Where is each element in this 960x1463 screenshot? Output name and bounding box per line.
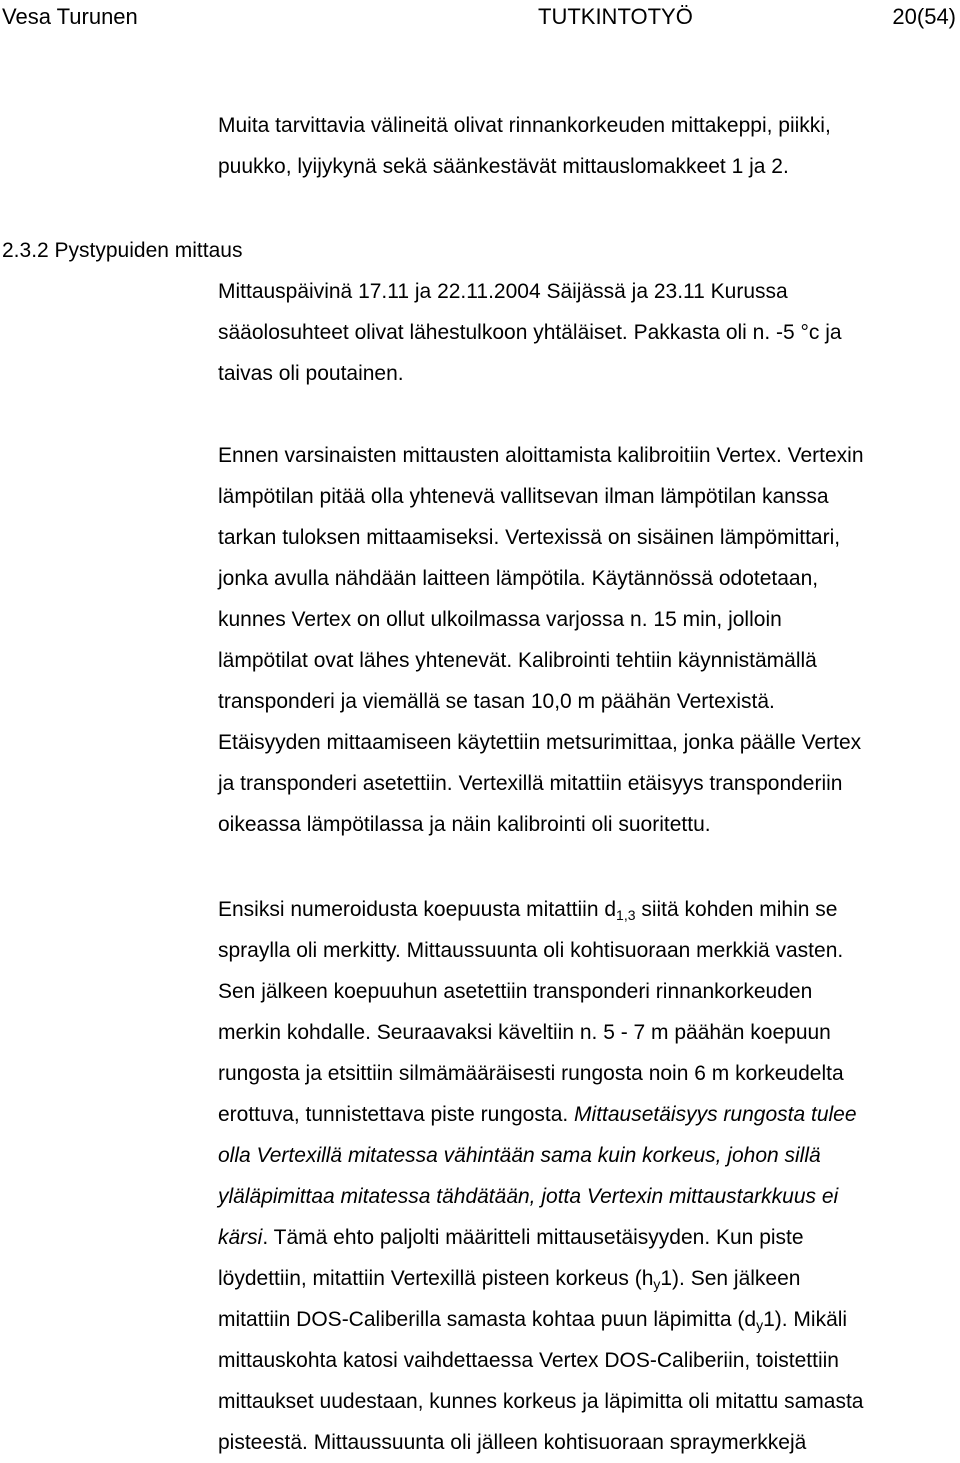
text-run: Ensiksi numeroidusta koepuusta mitattiin d	[218, 898, 617, 921]
italic-run: yläläpimittaa mitatessa tähdätään, jotta Vertexin mittaustarkkuus ei	[218, 1185, 839, 1208]
text-run: löydettiin, mitattiin Vertexillä pisteen korkeus (h	[218, 1267, 654, 1290]
text-line: rungosta ja etsittiin silmämääräisesti rungosta noin 6 m korkeudelta	[218, 1062, 844, 1085]
header-author: Vesa Turunen	[2, 4, 138, 29]
text-line	[218, 1217, 960, 1258]
text-line: Ennen varsinaisten mittausten aloittamista kalibroitiin Vertex. Vertexin	[218, 444, 864, 467]
text-line: Mittauspäivinä 17.11 ja 22.11.2004 Säijässä ja 23.11 Kurussa	[218, 280, 788, 303]
text-line	[218, 889, 960, 930]
page-header	[0, 0, 960, 34]
text-line: Etäisyyden mittaamiseen käytettiin metsurimittaa, jonka päälle Vertex	[218, 731, 862, 754]
text-line: transponderi ja viemällä se tasan 10,0 m päähän Vertexistä.	[218, 690, 775, 713]
text-line: pisteestä. Mittaussuunta oli jälleen kohtisuoraan spraymerkkejä	[218, 1431, 807, 1454]
text-line	[218, 1176, 960, 1217]
subscript: y	[756, 1317, 764, 1333]
text-line: oikeassa lämpötilassa ja näin kalibrointi oli suoritettu.	[218, 813, 711, 836]
paragraph-measurement-days	[218, 271, 960, 394]
text-line	[218, 1135, 960, 1176]
italic-run: kärsi	[218, 1226, 263, 1249]
text-line: mittauskohta katosi vaihdettaessa Vertex DOS-Caliberiin, toistettiin	[218, 1349, 839, 1372]
text-run: mitattiin DOS-Caliberilla samasta kohtaa puun läpimitta (d	[218, 1308, 757, 1331]
text-line: taivas oli poutainen.	[218, 362, 404, 385]
text-run: 1). Sen jälkeen	[660, 1267, 801, 1290]
text-line	[218, 1258, 960, 1299]
italic-run: olla Vertexillä mitatessa vähintään sama kuin korkeus, johon sillä	[218, 1144, 821, 1167]
italic-run: Mittausetäisyys rungosta tulee	[574, 1103, 857, 1126]
text-line: tarkan tuloksen mittaamiseksi. Vertexissä on sisäinen lämpömittari,	[218, 526, 841, 549]
text-run: . Tämä ehto paljolti määritteli mittausetäisyyden. Kun piste	[262, 1226, 804, 1249]
header-page-number: 20(54)	[892, 4, 956, 29]
subscript: 1,3	[616, 907, 636, 923]
text-line: merkin kohdalle. Seuraavaksi käveltiin n. 5 - 7 m päähän koepuun	[218, 1021, 831, 1044]
text-line: kunnes Vertex on ollut ulkoilmassa varjossa n. 15 min, jolloin	[218, 608, 782, 631]
text-line: mittaukset uudestaan, kunnes korkeus ja läpimitta oli mitattu samasta	[218, 1390, 864, 1413]
text-line: lämpötilat ovat lähes yhtenevät. Kalibrointi tehtiin käynnistämällä	[218, 649, 817, 672]
text-line	[218, 1094, 960, 1135]
paragraph-tree-measurement	[218, 889, 960, 1463]
paragraph-tools	[218, 105, 960, 187]
text-run: siitä kohden mihin se	[635, 898, 838, 921]
text-run: 1). Mikäli	[763, 1308, 848, 1331]
text-line	[218, 1299, 960, 1340]
text-line: ja transponderi asetettiin. Vertexillä mitattiin etäisyys transponderiin	[218, 772, 843, 795]
text-line: spraylla oli merkitty. Mittaussuunta oli kohtisuoraan merkkiä vasten.	[218, 939, 844, 962]
text-line: Sen jälkeen koepuuhun asetettiin transponderi rinnankorkeuden	[218, 980, 813, 1003]
text-line: Muita tarvittavia välineitä olivat rinnankorkeuden mittakeppi, piikki,	[218, 114, 831, 137]
subscript: y	[653, 1276, 661, 1292]
text-line: sääolosuhteet olivat lähestulkoon yhtäläiset. Pakkasta oli n. -5 °c ja	[218, 321, 842, 344]
text-line: jonka avulla nähdään laitteen lämpötila. Käytännössä odotetaan,	[218, 567, 819, 590]
paragraph-calibration	[218, 435, 960, 845]
text-line: lämpötilan pitää olla yhtenevä vallitsevan ilman lämpötilan kanssa	[218, 485, 829, 508]
section-heading: 2.3.2 Pystypuiden mittaus	[2, 239, 243, 262]
header-title: TUTKINTOTYÖ	[538, 4, 693, 29]
text-run: erottuva, tunnistettava piste rungosta.	[218, 1103, 575, 1126]
text-line: puukko, lyijykynä sekä säänkestävät mittauslomakkeet 1 ja 2.	[218, 155, 789, 178]
